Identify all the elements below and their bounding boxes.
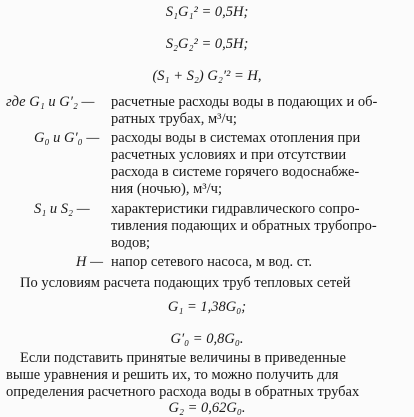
paragraph-substitution-line-2: выше уравнения и решить их, то можно получить для (6, 367, 339, 383)
definition-line: расхода в системе горячего водоснабже- (111, 164, 360, 180)
definition-line: ния (ночью), м³/ч; (111, 181, 222, 197)
definition-line: расчетных условиях и при отсутствии (111, 147, 347, 163)
definition-line: расходы воды в системах отопления при (111, 130, 361, 146)
definition-line: напор сетевого насоса, м вод. ст. (111, 254, 313, 270)
definition-line: водов; (111, 235, 151, 251)
equation-g1: G₁ = 1,38G₀; (167, 299, 247, 315)
definition-line: характеристики гидравлического сопро- (111, 201, 360, 217)
definition-line: расчетные расходы воды в подающих и об- (111, 94, 378, 110)
definition-line: тивления подающих и обратных трубопро- (111, 218, 377, 234)
definition-line: ратных трубах, м³/ч; (111, 111, 237, 127)
definition-term: где G₁ и G′₂ — (6, 94, 95, 110)
definition-term: G₀ и G′₀ — (34, 130, 100, 146)
equation-g0-prime: G′₀ = 0,8G₀. (170, 331, 244, 347)
equation-2: S₂G₂² = 0,5H; (165, 36, 249, 52)
equation-3: (S₁ + S₂) G₂′² = H, (152, 68, 262, 84)
equation-g2: G₂ = 0,62G₀. (168, 400, 246, 416)
paragraph-substitution-line-1: Если подставить принятые величины в приведенные (20, 350, 346, 366)
definition-term: S₁ и S₂ — (34, 201, 90, 217)
paragraph-conditions: По условиям расчета подающих труб тепловых сетей (20, 275, 351, 291)
definition-term: H — (76, 254, 103, 270)
equation-1: S₁G₁² = 0,5H; (165, 4, 249, 20)
paragraph-substitution-line-3: определения расчетного расхода воды в обратных трубах (6, 384, 360, 400)
